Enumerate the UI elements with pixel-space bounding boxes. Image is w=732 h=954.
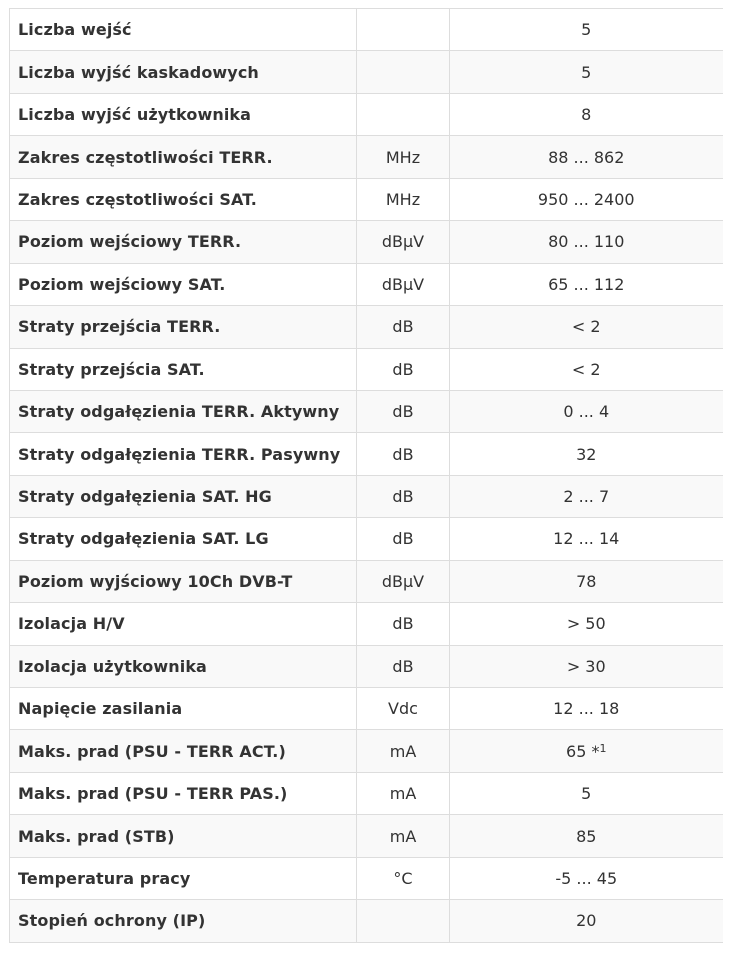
value-cell [450,390,723,432]
table-row [10,518,723,560]
parameter-name-cell: Straty przejścia TERR. [10,306,357,348]
value-text: 32 [576,444,597,464]
unit-cell: dB [357,645,450,687]
parameter-name-cell: Temperatura pracy [10,857,357,899]
parameter-name-cell: Poziom wejściowy SAT. [10,263,357,305]
parameter-name-cell: Stopień ochrony (IP) [10,900,357,942]
table-row [10,772,723,814]
specifications-table [9,8,723,943]
table-row [10,9,723,51]
unit-cell: dB [357,603,450,645]
value-cell [450,518,723,560]
unit-cell [357,93,450,135]
value-cell [450,136,723,178]
value-cell [450,348,723,390]
table-row [10,730,723,772]
value-cell [450,857,723,899]
value-text: 85 [576,826,597,846]
table-row [10,688,723,730]
parameter-name-cell: Zakres częstotliwości SAT. [10,178,357,220]
table-row [10,178,723,220]
value-text: 88 ... 862 [548,147,625,167]
parameter-name-cell: Straty odgałęzienia SAT. HG [10,475,357,517]
footnote-marker: 1 [599,741,607,755]
table-row [10,390,723,432]
table-row [10,263,723,305]
value-cell [450,221,723,263]
value-text: 5 [581,62,592,82]
table-row [10,93,723,135]
parameter-name-cell: Liczba wyjść kaskadowych [10,51,357,93]
value-text: 12 ... 18 [553,699,620,719]
table-row [10,348,723,390]
value-text: > 50 [566,614,606,634]
value-cell [450,645,723,687]
unit-cell: mA [357,815,450,857]
value-cell [450,93,723,135]
value-text: 5 [581,784,592,804]
parameter-name-cell: Straty odgałęzienia SAT. LG [10,518,357,560]
value-text: > 30 [566,656,606,676]
parameter-name-cell: Maks. prad (PSU - TERR PAS.) [10,772,357,814]
value-cell [450,815,723,857]
table-row [10,857,723,899]
unit-cell: dBµV [357,221,450,263]
value-cell [450,730,723,772]
table-row [10,603,723,645]
unit-cell: dBµV [357,263,450,305]
table-row [10,475,723,517]
value-text: -5 ... 45 [555,868,618,888]
value-text: 65 * [566,741,600,761]
value-cell [450,560,723,602]
value-cell [450,306,723,348]
parameter-name-cell: Napięcie zasilania [10,688,357,730]
parameter-name-cell: Maks. prad (STB) [10,815,357,857]
unit-cell [357,900,450,942]
value-cell [450,51,723,93]
value-cell [450,688,723,730]
parameter-name-cell: Liczba wyjść użytkownika [10,93,357,135]
unit-cell: dB [357,433,450,475]
value-text: 12 ... 14 [553,529,620,549]
parameter-name-cell: Zakres częstotliwości TERR. [10,136,357,178]
unit-cell: MHz [357,136,450,178]
parameter-name-cell: Straty odgałęzienia TERR. Pasywny [10,433,357,475]
table-row [10,900,723,942]
unit-cell [357,9,450,51]
parameter-name-cell: Liczba wejść [10,9,357,51]
parameter-name-cell: Izolacja użytkownika [10,645,357,687]
value-text: 20 [576,911,597,931]
unit-cell: dB [357,518,450,560]
table-row [10,221,723,263]
value-text: 80 ... 110 [548,232,625,252]
value-text: 65 ... 112 [548,274,625,294]
parameter-name-cell: Izolacja H/V [10,603,357,645]
value-cell [450,900,723,942]
value-text: 2 ... 7 [563,487,610,507]
table-row [10,51,723,93]
value-cell [450,178,723,220]
value-text: 78 [576,571,597,591]
unit-cell [357,51,450,93]
value-text: < 2 [571,317,601,337]
table-row [10,433,723,475]
value-cell [450,475,723,517]
parameter-name-cell: Poziom wyjściowy 10Ch DVB-T [10,560,357,602]
parameter-name-cell: Straty przejścia SAT. [10,348,357,390]
value-text: 8 [581,105,592,125]
parameter-name-cell: Poziom wejściowy TERR. [10,221,357,263]
value-text: 0 ... 4 [563,402,610,422]
value-cell [450,603,723,645]
value-cell [450,433,723,475]
unit-cell: dB [357,306,450,348]
table-row [10,306,723,348]
value-text: 950 ... 2400 [537,189,635,209]
unit-cell: dB [357,390,450,432]
value-cell [450,9,723,51]
unit-cell: dB [357,475,450,517]
unit-cell: MHz [357,178,450,220]
value-cell [450,263,723,305]
unit-cell: °C [357,857,450,899]
table-row [10,136,723,178]
unit-cell: mA [357,772,450,814]
table-row [10,815,723,857]
unit-cell: dBµV [357,560,450,602]
parameter-name-cell: Maks. prad (PSU - TERR ACT.) [10,730,357,772]
parameter-name-cell: Straty odgałęzienia TERR. Aktywny [10,390,357,432]
value-text: < 2 [571,359,601,379]
unit-cell: dB [357,348,450,390]
unit-cell: Vdc [357,688,450,730]
unit-cell: mA [357,730,450,772]
table-row [10,560,723,602]
table-row [10,645,723,687]
specifications-table-body [10,9,723,943]
value-text: 5 [581,20,592,40]
value-cell [450,772,723,814]
